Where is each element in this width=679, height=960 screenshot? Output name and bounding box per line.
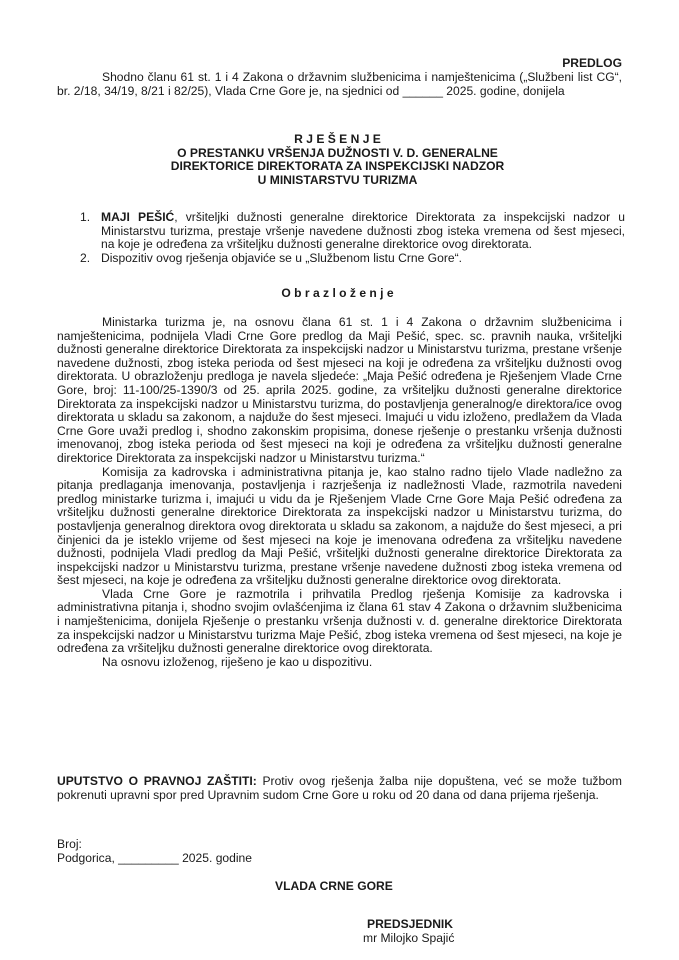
reasoning-paragraph: Na osnovu izloženog, riješeno je kao u dispozitivu. bbox=[102, 654, 373, 669]
reasoning-heading: O b r a z l o ž e n j e bbox=[281, 286, 394, 300]
signatory-name: mr Milojko Spajić bbox=[363, 931, 455, 945]
reasoning-body bbox=[57, 316, 622, 669]
item-number: 1. bbox=[80, 210, 91, 224]
title-line-1: O PRESTANKU VRŠENJA DUŽNOSTI V. D. GENERALNE bbox=[177, 145, 498, 160]
legal-notice-text: Protiv ovog rješenja žalba nije dopuštena, već se može tužbom pokrenuti upravni spor pred Upravnim sudom Crne Gore u roku od 20 dana od dana prijema rješenja. bbox=[57, 774, 622, 802]
item-text: Dispozitiv ovog rješenja objaviće se u „Službenom listu Crne Gore“. bbox=[101, 250, 462, 265]
document-title bbox=[60, 133, 615, 187]
reasoning-paragraph: Vlada Crne Gore je razmotrila i prihvatila Predlog rješenja Komisije za kadrovska i administrativna pitanja i, shodno svojim ovlašćenjima iz člana 61 stav 4 Zakona o državnim službenicima i namještenicima, donijela Rješenje o prestanku vršenja dužnosti v. d. generalne direktorice Direktorata za inspekcijski nadzor u Ministarstvu turizma Maje Pešić, zbog isteka vremena od šest mjeseci, na koje je određena za vršiteljku dužnosti generalne direktorice ovog direktorata. bbox=[57, 586, 622, 656]
dispositive-item bbox=[80, 252, 625, 266]
government-name: VLADA CRNE GORE bbox=[275, 879, 393, 893]
title-main: R J E Š E N J E bbox=[294, 132, 381, 146]
item-number: 2. bbox=[80, 250, 91, 265]
document-number: Broj: bbox=[57, 837, 82, 851]
item-text: , vršiteljki dužnosti generalne direktorice Direktorata za inspekcijski nadzor u Ministarstvu turizma, prestaje vršenje navedene dužnosti zbog isteka vremena od šest mjeseci, na koje je određena za vršiteljku dužnosti generalne direktorice ovog direktorata. bbox=[101, 210, 625, 252]
preamble: Shodno članu 61 st. 1 i 4 Zakona o državnim službenicima i namještenicima („Službeni list CG“, br. 2/18, 34/19, 8/21 i 82/25), Vlada Crne Gore je, na sjednici od ______ 2025. godine, donijela bbox=[57, 70, 622, 98]
place-date: Podgorica, _________ 2025. godine bbox=[57, 851, 253, 865]
reasoning-paragraph: Ministarka turizma je, na osnovu člana 61 st. 1 i 4 Zakona o državnim službenicima i namještenicima, podnijela Vladi Crne Gore predlog da Maji Pešić, spec. sc. pravnih nauka, vršiteljki dužnosti generalne direktorice Direktorata za inspekcijski nadzor u Ministarstvu turizma, prestane vršenje navedene dužnosti, zbog isteka perioda od šest mjeseci na koji je određena za vršiteljku dužnosti ovog direktorata. U obrazloženju predloga je navela sljedeće: „Maja Pešić određena je Rješenjem Vlade Crne Gore, broj: 11-100/25-1390/3 od 25. aprila 2025. godine, za vršiteljku dužnosti generalne direktorice Direktorata za inspekcijski nadzor u Ministarstvu turizma, do postavljenja generalnog/e direktora/ice ovog direktorata u skladu sa zakonom, a najduže do šest mjeseci. Imajući u vidu izloženo, predlažem da Vlada Crne Gore uvaži predlog i, shodno zakonskim propisima, donese rješenje o prestanku vršenja dužnosti imenovanoj, zbog isteka perioda od šest mjeseci na koji je određena za vršiteljku dužnosti generalne direktorice Direktorata za inspekcijski nadzor u Ministarstvu turizma.“ bbox=[57, 315, 622, 465]
title-line-2: DIREKTORICE DIREKTORATA ZA INSPEKCIJSKI NADZOR bbox=[170, 159, 505, 173]
dispositive-item bbox=[80, 211, 625, 252]
dispositive-list bbox=[80, 211, 625, 265]
predlog-label: PREDLOG bbox=[562, 56, 622, 70]
person-name: MAJI PEŠIĆ bbox=[101, 210, 175, 224]
legal-notice-label: UPUTSTVO O PRAVNOJ ZAŠTITI: bbox=[57, 774, 257, 788]
signatory-title: PREDSJEDNIK bbox=[367, 917, 454, 931]
legal-notice bbox=[57, 775, 622, 802]
reasoning-paragraph: Komisija za kadrovska i administrativna pitanja je, kao stalno radno tijelo Vlade nadležno za pitanja predlaganja imenovanja, postavljenja i razrješenja iz nadležnosti Vlade, razmotrila navedeni predlog ministarke turizma i, imajući u vidu da je Rješenjem Vlade Crne Gore Maja Pešić određena za vršiteljku dužnosti generalne direktorice Direktorata za inspekcijski nadzor u Ministarstvu turizma, do postavljenja generalnog direktora ovog direktorata u skladu sa zakonom, a najduže do šest mjeseci, a pri činjenici da je isteklo vrijeme od šest mjeseci na koje je imenovana određena za vršiteljku navedene dužnosti, podnijela Vladi predlog da Maji Pešić, vršiteljki dužnosti generalne direktorice Direktorata za inspekcijski nadzor u Ministarstvu turizma, prestane vršenje navedene dužnosti zbog isteka vremena od šest mjeseci, na koje je određena za vršiteljku dužnosti generalne direktorice ovog direktorata. bbox=[57, 464, 622, 588]
title-line-3: U MINISTARSTVU TURIZMA bbox=[257, 172, 418, 187]
